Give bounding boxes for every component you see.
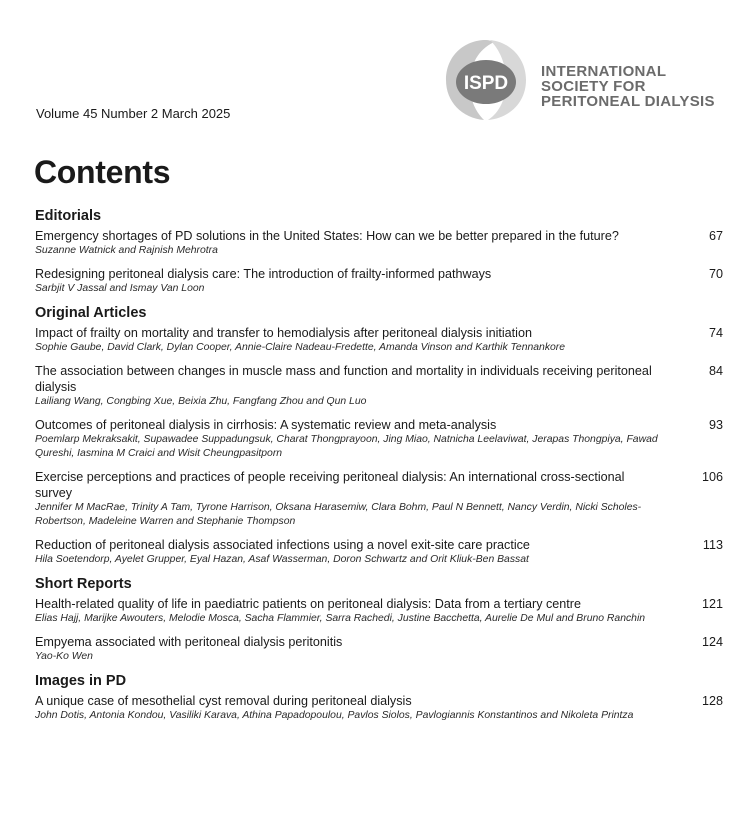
article-title[interactable]: The association between changes in muscle mass and function and mortality in individuals receiving peritoneal dialysis — [35, 364, 652, 394]
article-authors: Poemlarp Mekraksakit, Supawadee Suppadungsuk, Charat Thongprayoon, Jing Miao, Natnicha Leelaviwat, Jerapas Thongpiya, Fawad Qureshi, Iasmina M Craici and Wisit Cheungpasitporn — [35, 434, 658, 459]
page-number[interactable]: 74 — [708, 326, 723, 340]
page-number[interactable]: 67 — [708, 229, 723, 243]
toc-entry[interactable] — [35, 537, 723, 567]
article-title[interactable]: Health-related quality of life in paediatric patients on peritoneal dialysis: Data from a tertiary centre — [35, 597, 582, 611]
toc-entry[interactable] — [35, 693, 723, 723]
article-title[interactable]: Empyema associated with peritoneal dialysis peritonitis — [35, 635, 343, 649]
toc-entry[interactable] — [35, 417, 723, 461]
article-title[interactable]: Outcomes of peritoneal dialysis in cirrhosis: A systematic review and meta-analysis — [35, 418, 497, 432]
article-authors: Jennifer M MacRae, Trinity A Tam, Tyrone Harrison, Oksana Harasemiw, Clara Bohm, Paul N Bennett, Nancy Verdin, Nicki Scholes-Robertson, Madeleine Warren and Stephanie Thompson — [35, 502, 642, 527]
masthead — [0, 0, 738, 130]
toc-entry[interactable] — [35, 363, 723, 409]
toc-entry[interactable] — [35, 325, 723, 355]
toc-entry[interactable] — [35, 469, 723, 529]
article-authors: Hila Soetendorp, Ayelet Grupper, Eyal Hazan, Asaf Wasserman, Doron Schwartz and Orit Kliuk-Ben Bassat — [35, 554, 529, 565]
toc-entry[interactable] — [35, 266, 723, 296]
table-of-contents — [35, 207, 723, 731]
section-heading: Short Reports — [35, 576, 132, 592]
toc-entry[interactable] — [35, 596, 723, 626]
article-authors: Yao-Ko Wen — [35, 651, 93, 662]
article-authors: John Dotis, Antonia Kondou, Vasiliki Karava, Athina Papadopoulou, Pavlos Siolos, Pavlogiannis Konstantinos and Nikoleta Printza — [35, 710, 634, 721]
page-number[interactable]: 121 — [701, 597, 723, 611]
organization-name-line: SOCIETY FOR — [541, 78, 646, 95]
ispd-logo-icon — [440, 38, 532, 122]
article-authors: Elias Hajj, Marijke Awouters, Melodie Mosca, Sacha Flammier, Sarra Rachedi, Justine Bacchetta, Aurelie De Mul and Bruno Ranchin — [35, 613, 646, 624]
volume-issue-date: Volume 45 Number 2 March 2025 — [36, 106, 231, 121]
section-heading: Images in PD — [35, 673, 127, 689]
article-title[interactable]: Redesigning peritoneal dialysis care: The introduction of frailty-informed pathways — [35, 267, 492, 281]
toc-section — [35, 575, 723, 664]
article-authors: Lailiang Wang, Congbing Xue, Beixia Zhu, Fangfang Zhou and Qun Luo — [35, 396, 367, 407]
page-number[interactable]: 128 — [701, 694, 723, 708]
organization-name-line: INTERNATIONAL — [541, 63, 667, 80]
article-title[interactable]: A unique case of mesothelial cyst removal during peritoneal dialysis — [35, 694, 412, 708]
article-authors: Sophie Gaube, David Clark, Dylan Cooper, Annie-Claire Nadeau-Fredette, Amanda Vinson and Karthik Tennankore — [35, 342, 566, 353]
logo-abbrev: ISPD — [463, 73, 509, 94]
article-title[interactable]: Impact of frailty on mortality and transfer to hemodialysis after peritoneal dialysis initiation — [35, 326, 532, 340]
toc-entry[interactable] — [35, 634, 723, 664]
article-title[interactable]: Reduction of peritoneal dialysis associated infections using a novel exit-site care practice — [35, 538, 530, 552]
article-authors: Sarbjit V Jassal and Ismay Van Loon — [35, 283, 205, 294]
article-authors: Suzanne Watnick and Rajnish Mehrotra — [35, 245, 218, 256]
toc-section — [35, 672, 723, 723]
page-number[interactable]: 93 — [708, 418, 723, 432]
page-number[interactable]: 106 — [701, 470, 723, 484]
section-heading: Editorials — [35, 208, 102, 224]
page-number[interactable]: 124 — [701, 635, 723, 649]
article-title[interactable]: Emergency shortages of PD solutions in the United States: How can we be better prepared in the future? — [35, 229, 619, 243]
toc-section — [35, 207, 723, 296]
section-heading: Original Articles — [35, 305, 147, 321]
organization-name — [541, 64, 715, 109]
page-number[interactable]: 84 — [708, 364, 723, 378]
page-number[interactable]: 113 — [702, 538, 723, 552]
toc-section — [35, 304, 723, 567]
toc-entry[interactable] — [35, 228, 723, 258]
page-number[interactable]: 70 — [708, 267, 723, 281]
article-title[interactable]: Exercise perceptions and practices of people receiving peritoneal dialysis: An international cross-sectional survey — [35, 470, 625, 500]
organization-name-line: PERITONEAL DIALYSIS — [541, 93, 715, 110]
page-title: Contents — [34, 154, 171, 190]
